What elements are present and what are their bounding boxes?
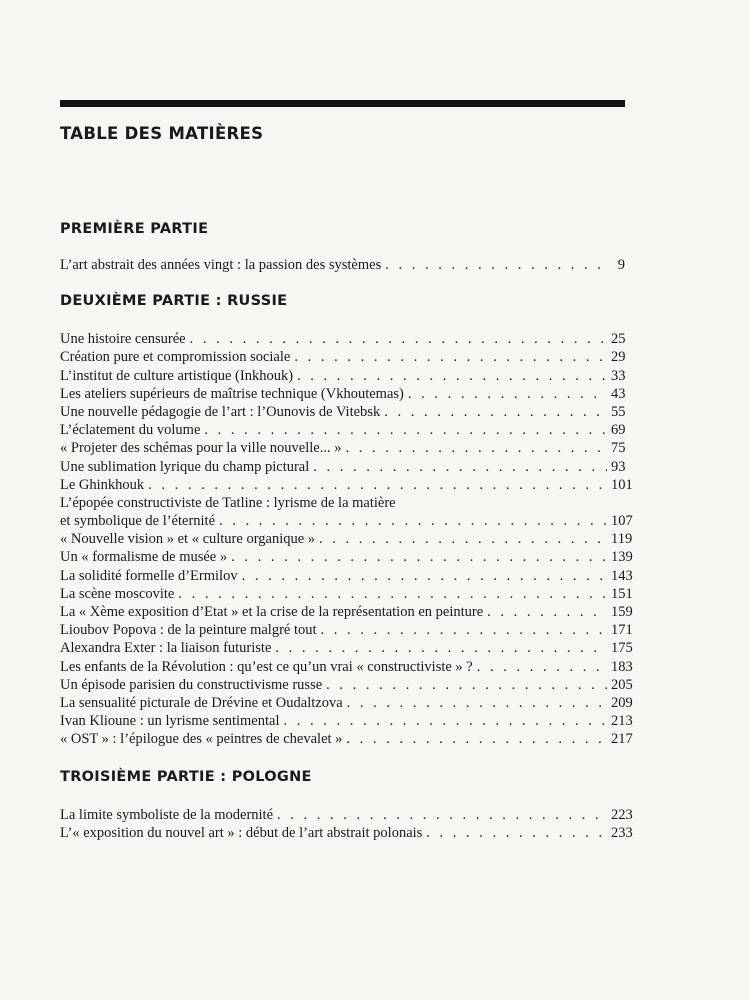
- dot-leader: [219, 512, 607, 530]
- toc-entry: [60, 548, 633, 566]
- toc-page-number: 33: [611, 367, 626, 384]
- dot-leader: [385, 256, 607, 274]
- dot-leader: [231, 548, 607, 566]
- toc-entry: [60, 806, 633, 824]
- toc-entry: [60, 585, 633, 603]
- dot-leader: [319, 530, 607, 548]
- toc-page-number: 69: [611, 422, 626, 439]
- dot-leader: [297, 367, 607, 385]
- toc-entry-title: Un « formalisme de musée »: [60, 549, 228, 566]
- part-2-entries: [60, 330, 633, 748]
- toc-entry: [60, 256, 625, 274]
- toc-entry-title: Lioubov Popova : de la peinture malgré tout: [60, 622, 317, 639]
- part-heading-2: DEUXIÈME PARTIE : RUSSIE: [60, 293, 288, 309]
- toc-page-number: 139: [611, 549, 633, 566]
- toc-entry: [60, 676, 633, 694]
- toc-page-number: 101: [611, 476, 633, 493]
- toc-entry: [60, 566, 633, 584]
- toc-entry-title: Le Ghinkhouk: [60, 476, 145, 493]
- toc-entry-title: L’éclatement du volume: [60, 422, 201, 439]
- toc-entry-title: Les ateliers supérieurs de maîtrise technique (Vkhoutemas): [60, 385, 404, 402]
- toc-page-number: 43: [611, 385, 626, 402]
- part-heading-3: TROISIÈME PARTIE : POLOGNE: [60, 769, 312, 785]
- toc-entry-title: La sensualité picturale de Drévine et Oudaltzova: [60, 694, 343, 711]
- part-heading-1: PREMIÈRE PARTIE: [60, 221, 209, 237]
- toc-page-number: 175: [611, 640, 633, 657]
- dot-leader: [426, 824, 607, 842]
- toc-page-number: 171: [611, 622, 633, 639]
- toc-entry: [60, 421, 625, 439]
- toc-page-number: 93: [611, 458, 626, 475]
- dot-leader: [313, 458, 607, 476]
- toc-entry-title: La « Xème exposition d’Etat » et la crise de la représentation en peinture: [60, 604, 484, 620]
- toc-entry: [60, 694, 633, 712]
- toc-entry-title: Une sublimation lyrique du champ pictural: [60, 458, 310, 475]
- toc-entry-title: La solidité formelle d’Ermilov: [60, 567, 238, 584]
- toc-entry: [60, 530, 633, 548]
- dot-leader: [242, 567, 607, 585]
- dot-leader: [347, 694, 607, 712]
- toc-entry-title: Une histoire censurée: [60, 331, 186, 348]
- toc-page-number: 119: [611, 531, 633, 548]
- toc-entry-title: Alexandra Exter : la liaison futuriste: [60, 640, 272, 657]
- toc-entry: [60, 730, 633, 748]
- dot-leader: [384, 403, 607, 421]
- dot-leader: [283, 712, 607, 730]
- toc-entry: [60, 330, 625, 348]
- toc-page-number: 223: [611, 807, 633, 824]
- toc-entry: [60, 366, 625, 384]
- toc-entry-title: L’institut de culture artistique (Inkhouk): [60, 367, 294, 384]
- toc-entry-title: L’« exposition du nouvel art » : début de l’art abstrait polonais: [60, 825, 423, 842]
- toc-page-number: 107: [611, 513, 633, 530]
- dot-leader: [190, 330, 607, 348]
- toc-entry: [60, 824, 633, 842]
- dot-leader: [178, 585, 607, 603]
- toc-entry-title: L’art abstrait des années vingt : la passion des systèmes: [60, 257, 382, 274]
- toc-page-number: 183: [611, 658, 633, 675]
- dot-leader: [294, 348, 607, 366]
- toc-entry: [60, 639, 633, 657]
- toc-entry-title: La scène moscovite: [60, 585, 175, 602]
- toc-entry: [60, 403, 625, 421]
- dot-leader: [345, 439, 607, 457]
- toc-page-number: 143: [611, 567, 633, 584]
- dot-leader: [487, 603, 607, 621]
- toc-entry-title: Une nouvelle pédagogie de l’art : l’Ounovis de Vitebsk: [60, 403, 381, 420]
- toc-entry: [60, 348, 625, 366]
- toc-page-number: 233: [611, 825, 633, 842]
- toc-entry-title: L’épopée constructiviste de Tatline : lyrisme de la matière: [60, 494, 396, 511]
- toc-entry: [60, 385, 625, 403]
- toc-entry-title: Ivan Klioune : un lyrisme sentimental: [60, 713, 280, 730]
- toc-page-number: 213: [611, 713, 633, 730]
- dot-leader: [275, 639, 607, 657]
- toc-page-number: 29: [611, 349, 626, 366]
- toc-page-number: 159: [611, 604, 633, 620]
- dot-leader: [408, 385, 607, 403]
- dot-leader: [204, 421, 607, 439]
- toc-page-number: 217: [611, 731, 633, 748]
- dot-leader: [477, 658, 607, 676]
- toc-entry: [60, 439, 625, 457]
- dot-leader: [346, 730, 607, 748]
- toc-entry: [60, 603, 633, 621]
- toc-entry-title: « OST » : l’épilogue des « peintres de chevalet »: [60, 731, 343, 748]
- toc-page-number: 209: [611, 694, 633, 711]
- toc-entry: [60, 512, 633, 530]
- part-3-entries: [60, 806, 633, 842]
- page-title: TABLE DES MATIÈRES: [60, 124, 264, 143]
- toc-page-number: 9: [617, 257, 625, 274]
- toc-page-number: 205: [611, 676, 633, 693]
- toc-entry-title: Les enfants de la Révolution : qu’est ce qu’un vrai « constructiviste » ?: [60, 658, 473, 675]
- toc-entry-title: « Nouvelle vision » et « culture organique »: [60, 531, 316, 548]
- toc-page-number: 151: [611, 585, 633, 602]
- toc-entry-title: « Projeter des schémas pour la ville nouvelle... »: [60, 440, 342, 457]
- toc-entry: [60, 657, 633, 675]
- dot-leader: [148, 476, 607, 494]
- dot-leader: [277, 806, 607, 824]
- toc-entry-title: et symbolique de l’éternité: [60, 513, 216, 530]
- toc-entry-title: La limite symboliste de la modernité: [60, 807, 274, 824]
- part-1-entries: [60, 256, 625, 274]
- toc-entry-title: Un épisode parisien du constructivisme russe: [60, 676, 323, 693]
- toc-page-number: 75: [611, 440, 626, 457]
- toc-page-number: 55: [611, 403, 626, 420]
- dot-leader: [326, 676, 607, 694]
- top-rule: [60, 100, 625, 107]
- toc-entry: [60, 476, 633, 494]
- toc-entry: [60, 621, 633, 639]
- toc-page-number: 25: [611, 331, 626, 348]
- dot-leader: [321, 621, 607, 639]
- toc-entry-title: Création pure et compromission sociale: [60, 349, 291, 366]
- toc-entry: [60, 457, 625, 475]
- toc-entry: [60, 712, 633, 730]
- toc-entry: [60, 494, 625, 512]
